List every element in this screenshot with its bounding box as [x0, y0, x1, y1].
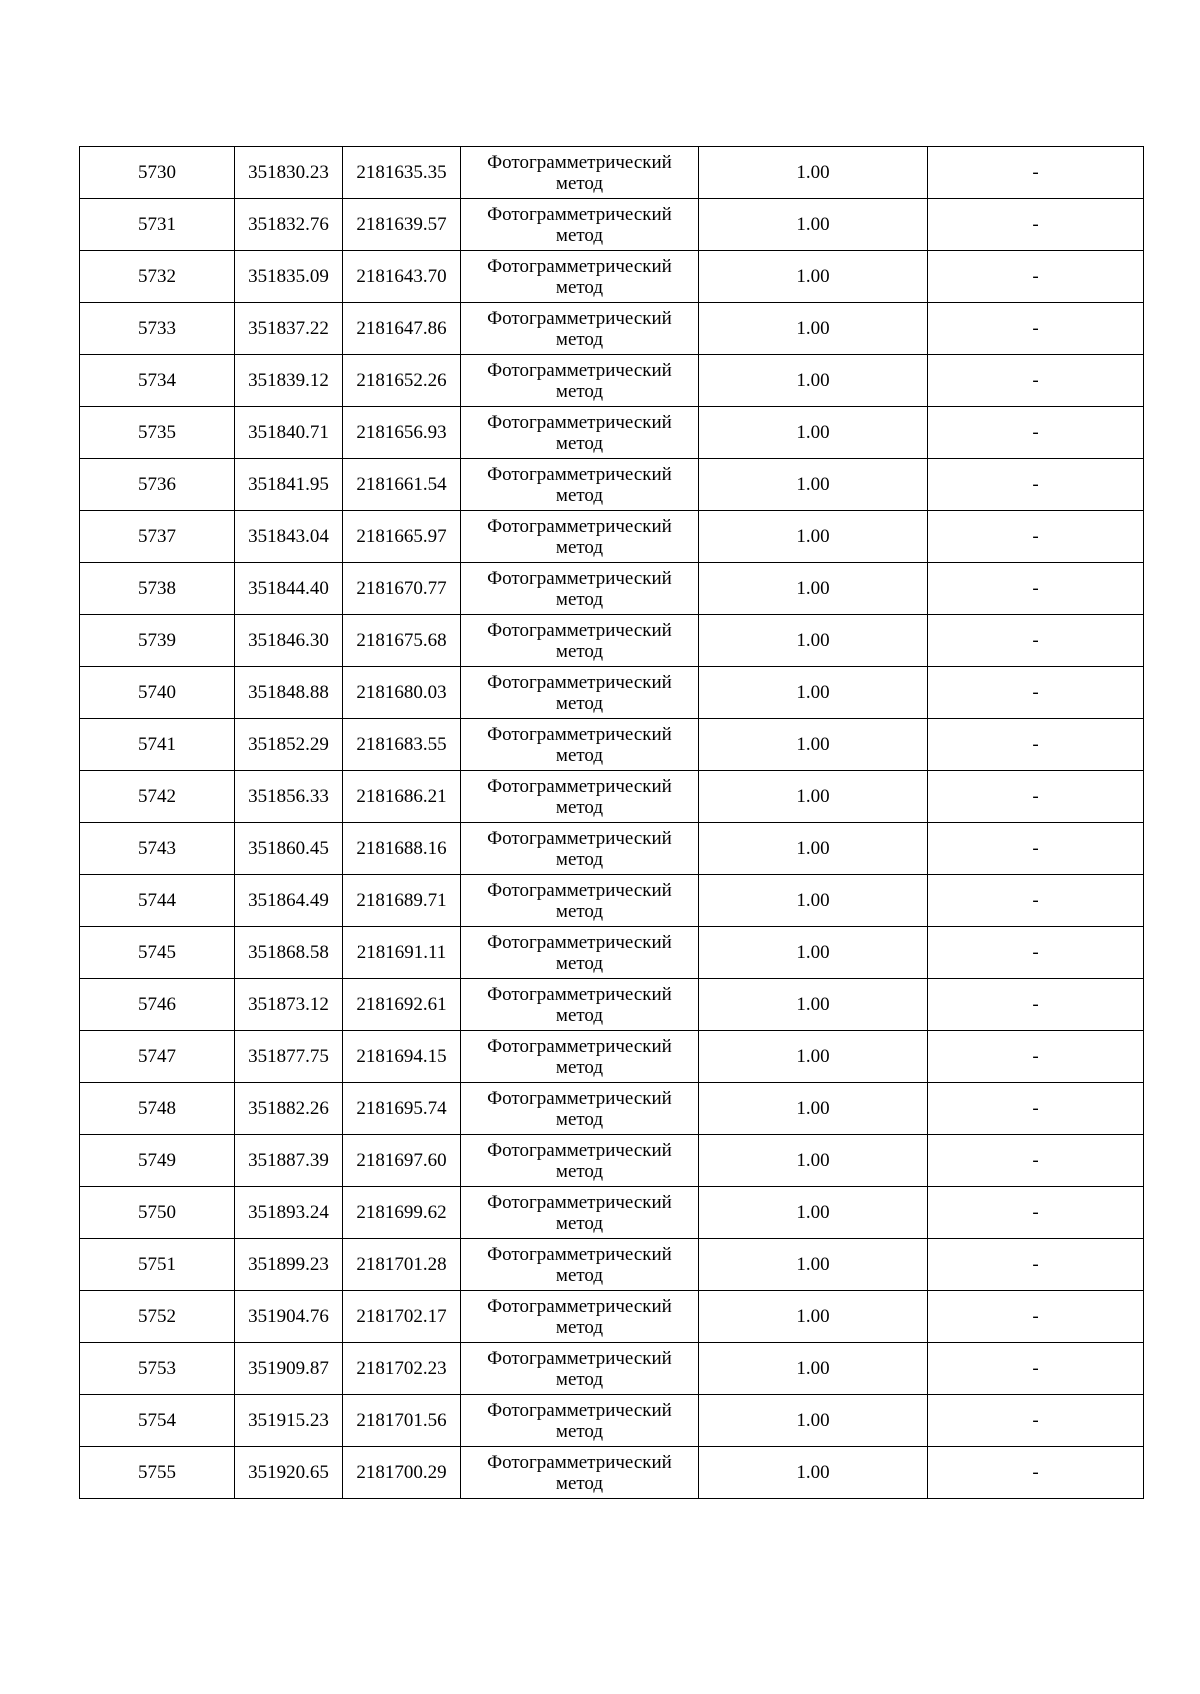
method-line-1: Фотограмметрический [487, 411, 672, 433]
method-line-1: Фотограмметрический [487, 1243, 672, 1265]
table-row [80, 1447, 1144, 1499]
point-number-cell: 5752 [80, 1291, 235, 1343]
note-cell: - [928, 1187, 1144, 1239]
y-coordinate-cell: 2181683.55 [343, 719, 461, 771]
method-cell [461, 303, 699, 355]
method-line-2: метод [555, 224, 604, 246]
note-cell: - [928, 875, 1144, 927]
table-row [80, 511, 1144, 563]
method-line-2: метод [555, 796, 604, 818]
method-line-1: Фотограмметрический [487, 151, 672, 173]
point-number-cell: 5732 [80, 251, 235, 303]
table-row [80, 199, 1144, 251]
y-coordinate-cell: 2181686.21 [343, 771, 461, 823]
point-number-cell: 5750 [80, 1187, 235, 1239]
method-cell [461, 407, 699, 459]
method-line-2: метод [555, 1212, 604, 1234]
method-line-2: метод [555, 692, 604, 714]
y-coordinate-cell: 2181639.57 [343, 199, 461, 251]
x-coordinate-cell: 351830.23 [235, 147, 343, 199]
method-line-2: метод [555, 1004, 604, 1026]
x-coordinate-cell: 351840.71 [235, 407, 343, 459]
note-cell: - [928, 1395, 1144, 1447]
table-row [80, 927, 1144, 979]
method-line-2: метод [555, 744, 604, 766]
coordinates-table [79, 146, 1144, 1499]
method-line-2: метод [555, 952, 604, 974]
y-coordinate-cell: 2181701.28 [343, 1239, 461, 1291]
accuracy-cell: 1.00 [699, 355, 928, 407]
note-cell: - [928, 303, 1144, 355]
table-row [80, 667, 1144, 719]
method-line-2: метод [555, 1368, 604, 1390]
method-line-2: метод [555, 848, 604, 870]
note-cell: - [928, 1291, 1144, 1343]
y-coordinate-cell: 2181701.56 [343, 1395, 461, 1447]
method-line-1: Фотограмметрический [487, 723, 672, 745]
accuracy-cell: 1.00 [699, 667, 928, 719]
x-coordinate-cell: 351887.39 [235, 1135, 343, 1187]
note-cell: - [928, 823, 1144, 875]
method-line-2: метод [555, 900, 604, 922]
method-cell [461, 355, 699, 407]
table-row [80, 459, 1144, 511]
method-cell [461, 459, 699, 511]
method-line-2: метод [555, 536, 604, 558]
accuracy-cell: 1.00 [699, 615, 928, 667]
table-row [80, 1135, 1144, 1187]
method-cell [461, 979, 699, 1031]
method-line-2: метод [555, 276, 604, 298]
table-row [80, 1343, 1144, 1395]
accuracy-cell: 1.00 [699, 563, 928, 615]
accuracy-cell: 1.00 [699, 199, 928, 251]
x-coordinate-cell: 351864.49 [235, 875, 343, 927]
point-number-cell: 5741 [80, 719, 235, 771]
method-cell [461, 1395, 699, 1447]
y-coordinate-cell: 2181697.60 [343, 1135, 461, 1187]
point-number-cell: 5739 [80, 615, 235, 667]
method-line-2: метод [555, 1160, 604, 1182]
y-coordinate-cell: 2181702.23 [343, 1343, 461, 1395]
method-line-2: метод [555, 380, 604, 402]
method-cell [461, 1031, 699, 1083]
note-cell: - [928, 1083, 1144, 1135]
method-line-1: Фотограмметрический [487, 983, 672, 1005]
method-line-1: Фотограмметрический [487, 827, 672, 849]
x-coordinate-cell: 351882.26 [235, 1083, 343, 1135]
x-coordinate-cell: 351860.45 [235, 823, 343, 875]
accuracy-cell: 1.00 [699, 1031, 928, 1083]
x-coordinate-cell: 351848.88 [235, 667, 343, 719]
note-cell: - [928, 1447, 1144, 1499]
accuracy-cell: 1.00 [699, 1187, 928, 1239]
table-row [80, 303, 1144, 355]
method-line-2: метод [555, 1420, 604, 1442]
x-coordinate-cell: 351904.76 [235, 1291, 343, 1343]
method-line-2: метод [555, 1264, 604, 1286]
method-cell [461, 199, 699, 251]
method-cell [461, 1187, 699, 1239]
point-number-cell: 5735 [80, 407, 235, 459]
note-cell: - [928, 979, 1144, 1031]
accuracy-cell: 1.00 [699, 303, 928, 355]
method-line-2: метод [555, 1472, 604, 1494]
method-line-1: Фотограмметрический [487, 1295, 672, 1317]
y-coordinate-cell: 2181700.29 [343, 1447, 461, 1499]
x-coordinate-cell: 351873.12 [235, 979, 343, 1031]
accuracy-cell: 1.00 [699, 1239, 928, 1291]
method-line-2: метод [555, 432, 604, 454]
note-cell: - [928, 1343, 1144, 1395]
table-row [80, 875, 1144, 927]
point-number-cell: 5753 [80, 1343, 235, 1395]
accuracy-cell: 1.00 [699, 459, 928, 511]
table-row [80, 355, 1144, 407]
note-cell: - [928, 719, 1144, 771]
method-line-1: Фотограмметрический [487, 1451, 672, 1473]
point-number-cell: 5737 [80, 511, 235, 563]
note-cell: - [928, 407, 1144, 459]
note-cell: - [928, 563, 1144, 615]
method-cell [461, 823, 699, 875]
x-coordinate-cell: 351920.65 [235, 1447, 343, 1499]
table-row [80, 1083, 1144, 1135]
method-line-2: метод [555, 1316, 604, 1338]
table-row [80, 719, 1144, 771]
accuracy-cell: 1.00 [699, 511, 928, 563]
note-cell: - [928, 1135, 1144, 1187]
y-coordinate-cell: 2181665.97 [343, 511, 461, 563]
method-cell [461, 771, 699, 823]
x-coordinate-cell: 351843.04 [235, 511, 343, 563]
method-line-2: метод [555, 328, 604, 350]
table-row [80, 1291, 1144, 1343]
table-row [80, 979, 1144, 1031]
note-cell: - [928, 459, 1144, 511]
method-cell [461, 875, 699, 927]
y-coordinate-cell: 2181680.03 [343, 667, 461, 719]
method-line-1: Фотограмметрический [487, 255, 672, 277]
y-coordinate-cell: 2181670.77 [343, 563, 461, 615]
method-line-1: Фотограмметрический [487, 1399, 672, 1421]
table-row [80, 407, 1144, 459]
method-cell [461, 927, 699, 979]
point-number-cell: 5734 [80, 355, 235, 407]
note-cell: - [928, 615, 1144, 667]
accuracy-cell: 1.00 [699, 251, 928, 303]
point-number-cell: 5744 [80, 875, 235, 927]
note-cell: - [928, 1031, 1144, 1083]
method-cell [461, 511, 699, 563]
x-coordinate-cell: 351839.12 [235, 355, 343, 407]
x-coordinate-cell: 351868.58 [235, 927, 343, 979]
method-cell [461, 251, 699, 303]
x-coordinate-cell: 351835.09 [235, 251, 343, 303]
accuracy-cell: 1.00 [699, 771, 928, 823]
accuracy-cell: 1.00 [699, 979, 928, 1031]
note-cell: - [928, 511, 1144, 563]
point-number-cell: 5738 [80, 563, 235, 615]
accuracy-cell: 1.00 [699, 719, 928, 771]
point-number-cell: 5745 [80, 927, 235, 979]
table-row [80, 147, 1144, 199]
point-number-cell: 5731 [80, 199, 235, 251]
method-line-2: метод [555, 1108, 604, 1130]
method-line-1: Фотограмметрический [487, 1347, 672, 1369]
note-cell: - [928, 355, 1144, 407]
note-cell: - [928, 147, 1144, 199]
accuracy-cell: 1.00 [699, 875, 928, 927]
table-row [80, 563, 1144, 615]
x-coordinate-cell: 351877.75 [235, 1031, 343, 1083]
note-cell: - [928, 927, 1144, 979]
x-coordinate-cell: 351899.23 [235, 1239, 343, 1291]
point-number-cell: 5736 [80, 459, 235, 511]
x-coordinate-cell: 351846.30 [235, 615, 343, 667]
y-coordinate-cell: 2181652.26 [343, 355, 461, 407]
point-number-cell: 5740 [80, 667, 235, 719]
method-cell [461, 615, 699, 667]
accuracy-cell: 1.00 [699, 147, 928, 199]
method-line-1: Фотограмметрический [487, 879, 672, 901]
y-coordinate-cell: 2181692.61 [343, 979, 461, 1031]
x-coordinate-cell: 351832.76 [235, 199, 343, 251]
y-coordinate-cell: 2181656.93 [343, 407, 461, 459]
y-coordinate-cell: 2181695.74 [343, 1083, 461, 1135]
accuracy-cell: 1.00 [699, 823, 928, 875]
method-line-1: Фотограмметрический [487, 567, 672, 589]
method-cell [461, 1291, 699, 1343]
accuracy-cell: 1.00 [699, 407, 928, 459]
point-number-cell: 5754 [80, 1395, 235, 1447]
y-coordinate-cell: 2181643.70 [343, 251, 461, 303]
y-coordinate-cell: 2181694.15 [343, 1031, 461, 1083]
method-line-1: Фотограмметрический [487, 463, 672, 485]
table-row [80, 1239, 1144, 1291]
accuracy-cell: 1.00 [699, 1343, 928, 1395]
y-coordinate-cell: 2181661.54 [343, 459, 461, 511]
y-coordinate-cell: 2181702.17 [343, 1291, 461, 1343]
point-number-cell: 5742 [80, 771, 235, 823]
x-coordinate-cell: 351909.87 [235, 1343, 343, 1395]
point-number-cell: 5747 [80, 1031, 235, 1083]
method-line-1: Фотограмметрический [487, 1191, 672, 1213]
table-row [80, 771, 1144, 823]
accuracy-cell: 1.00 [699, 1447, 928, 1499]
method-line-2: метод [555, 484, 604, 506]
note-cell: - [928, 1239, 1144, 1291]
accuracy-cell: 1.00 [699, 1395, 928, 1447]
note-cell: - [928, 251, 1144, 303]
point-number-cell: 5746 [80, 979, 235, 1031]
table-row [80, 823, 1144, 875]
note-cell: - [928, 667, 1144, 719]
method-cell [461, 1343, 699, 1395]
table-row [80, 615, 1144, 667]
method-line-1: Фотограмметрический [487, 931, 672, 953]
method-cell [461, 719, 699, 771]
note-cell: - [928, 199, 1144, 251]
method-line-1: Фотограмметрический [487, 671, 672, 693]
table-row [80, 251, 1144, 303]
coordinates-table-body [80, 147, 1144, 1499]
accuracy-cell: 1.00 [699, 1135, 928, 1187]
point-number-cell: 5743 [80, 823, 235, 875]
method-line-1: Фотограмметрический [487, 203, 672, 225]
x-coordinate-cell: 351856.33 [235, 771, 343, 823]
x-coordinate-cell: 351844.40 [235, 563, 343, 615]
method-cell [461, 667, 699, 719]
y-coordinate-cell: 2181635.35 [343, 147, 461, 199]
method-cell [461, 563, 699, 615]
table-row [80, 1031, 1144, 1083]
method-line-1: Фотограмметрический [487, 1139, 672, 1161]
accuracy-cell: 1.00 [699, 1083, 928, 1135]
point-number-cell: 5730 [80, 147, 235, 199]
x-coordinate-cell: 351915.23 [235, 1395, 343, 1447]
method-line-1: Фотограмметрический [487, 307, 672, 329]
point-number-cell: 5755 [80, 1447, 235, 1499]
method-line-1: Фотограмметрический [487, 359, 672, 381]
method-line-1: Фотограмметрический [487, 619, 672, 641]
method-line-2: метод [555, 1056, 604, 1078]
method-line-2: метод [555, 588, 604, 610]
x-coordinate-cell: 351841.95 [235, 459, 343, 511]
method-line-1: Фотограмметрический [487, 775, 672, 797]
y-coordinate-cell: 2181647.86 [343, 303, 461, 355]
x-coordinate-cell: 351837.22 [235, 303, 343, 355]
point-number-cell: 5749 [80, 1135, 235, 1187]
method-cell [461, 147, 699, 199]
method-line-2: метод [555, 640, 604, 662]
x-coordinate-cell: 351893.24 [235, 1187, 343, 1239]
y-coordinate-cell: 2181688.16 [343, 823, 461, 875]
accuracy-cell: 1.00 [699, 927, 928, 979]
method-cell [461, 1083, 699, 1135]
point-number-cell: 5733 [80, 303, 235, 355]
x-coordinate-cell: 351852.29 [235, 719, 343, 771]
method-cell [461, 1239, 699, 1291]
method-line-2: метод [555, 172, 604, 194]
y-coordinate-cell: 2181675.68 [343, 615, 461, 667]
method-line-1: Фотограмметрический [487, 1087, 672, 1109]
table-row [80, 1395, 1144, 1447]
note-cell: - [928, 771, 1144, 823]
table-row [80, 1187, 1144, 1239]
point-number-cell: 5748 [80, 1083, 235, 1135]
y-coordinate-cell: 2181689.71 [343, 875, 461, 927]
method-line-1: Фотограмметрический [487, 1035, 672, 1057]
method-cell [461, 1447, 699, 1499]
accuracy-cell: 1.00 [699, 1291, 928, 1343]
point-number-cell: 5751 [80, 1239, 235, 1291]
method-line-1: Фотограмметрический [487, 515, 672, 537]
y-coordinate-cell: 2181691.11 [343, 927, 461, 979]
method-cell [461, 1135, 699, 1187]
y-coordinate-cell: 2181699.62 [343, 1187, 461, 1239]
